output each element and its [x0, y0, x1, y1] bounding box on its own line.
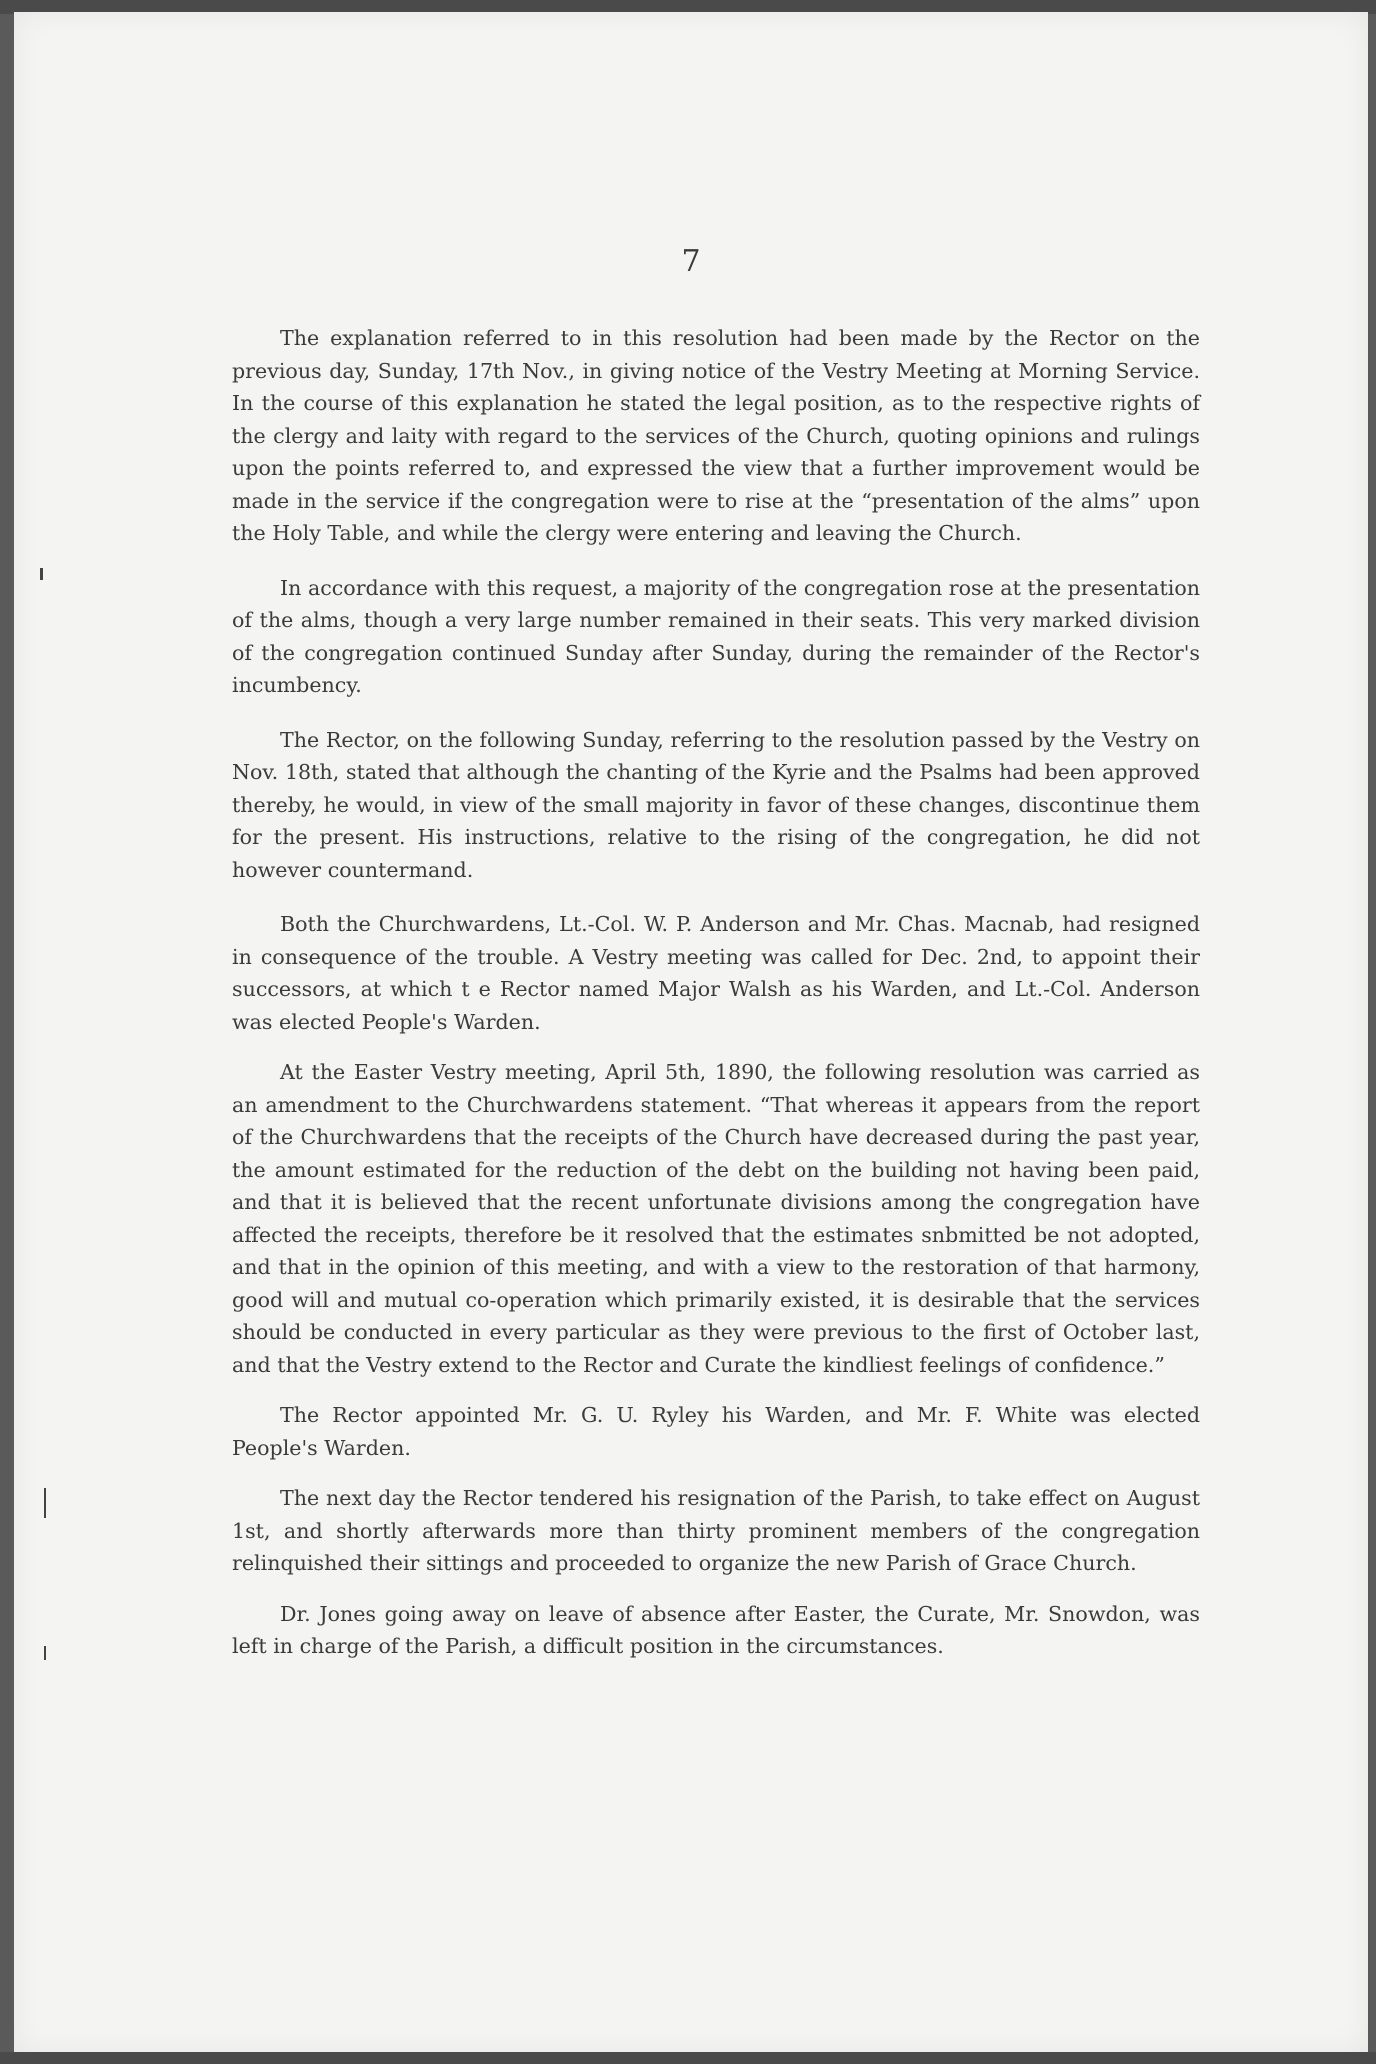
scanned-page: [14, 12, 1368, 2054]
paragraph: Both the Churchwardens, Lt.-Col. W. P. Anderson and Mr. Chas. Macnab, had resigned in consequence of the trouble. A Vestry meeting was called for Dec. 2nd, to appoint their successors, at which t e Rector named Major Walsh as his Warden, and Lt.-Col. Anderson was elected People's Warden.: [232, 912, 1200, 1034]
margin-mark: [44, 1488, 46, 1518]
margin-mark: [44, 1646, 46, 1660]
paragraph: At the Easter Vestry meeting, April 5th, 1890, the following resolution was carried as an amendment to the Churchwardens statement. “That whereas it appears from the report of the Churchwardens that the receipts of the Church have decreased during the past year, the amount estimated for the reduction of the debt on the building not having been paid, and that it is believed that the recent unfortunate divisions among the congregation have affected the receipts, therefore be it resolved that the estimates snbmitted be not adopted, and that in the opinion of this meeting, and with a view to the restoration of that harmony, good will and mutual co-operation which primarily existed, it is desirable that the services should be conducted in every particular as they were previous to the first of October last, and that the Vestry extend to the Rector and Curate the kindliest feelings of confidence.”: [232, 1060, 1200, 1377]
paragraph: Dr. Jones going away on leave of absence after Easter, the Curate, Mr. Snowdon, was left in charge of the Parish, a difficult position in the circumstances.: [232, 1601, 1200, 1658]
paragraph: The next day the Rector tendered his resignation of the Parish, to take effect on August 1st, and shortly afterwards more than thirty prominent members of the congregation relinquished their sittings and proceeded to organize the new Parish of Grace Church.: [232, 1486, 1200, 1575]
page-number: 7: [681, 244, 701, 279]
paragraph: The Rector, on the following Sunday, referring to the resolution passed by the Vestry on Nov. 18th, stated that although the chanting of the Kyrie and the Psalms had been approved thereby, he would, in view of the small majority in favor of these changes, discontinue them for the present. His instructions, relative to the rising of the congregation, he did not however countermand.: [232, 727, 1200, 882]
bottom-edge: [0, 2052, 1376, 2064]
body-text: [232, 322, 1200, 1685]
paragraph: The explanation referred to in this resolution had been made by the Rector on the previous day, Sunday, 17th Nov., in giving notice of the Vestry Meeting at Morning Service. In the course of this explanation he stated the legal position, as to the respective rights of the clergy and laity with regard to the services of the Church, quoting opinions and rulings upon the points referred to, and expressed the view that a further improvement would be made in the service if the congregation were to rise at the “presentation of the alms” upon the Holy Table, and while the clergy were entering and leaving the Church.: [232, 326, 1200, 545]
margin-mark: [40, 568, 43, 580]
paragraph: The Rector appointed Mr. G. U. Ryley his Warden, and Mr. F. White was elected People's Warden.: [232, 1403, 1200, 1460]
paragraph: In accordance with this request, a majority of the congregation rose at the presentation of the alms, though a very large number remained in their seats. This very marked division of the congregation continued Sunday after Sunday, during the remainder of the Rector's incumbency.: [232, 575, 1200, 697]
